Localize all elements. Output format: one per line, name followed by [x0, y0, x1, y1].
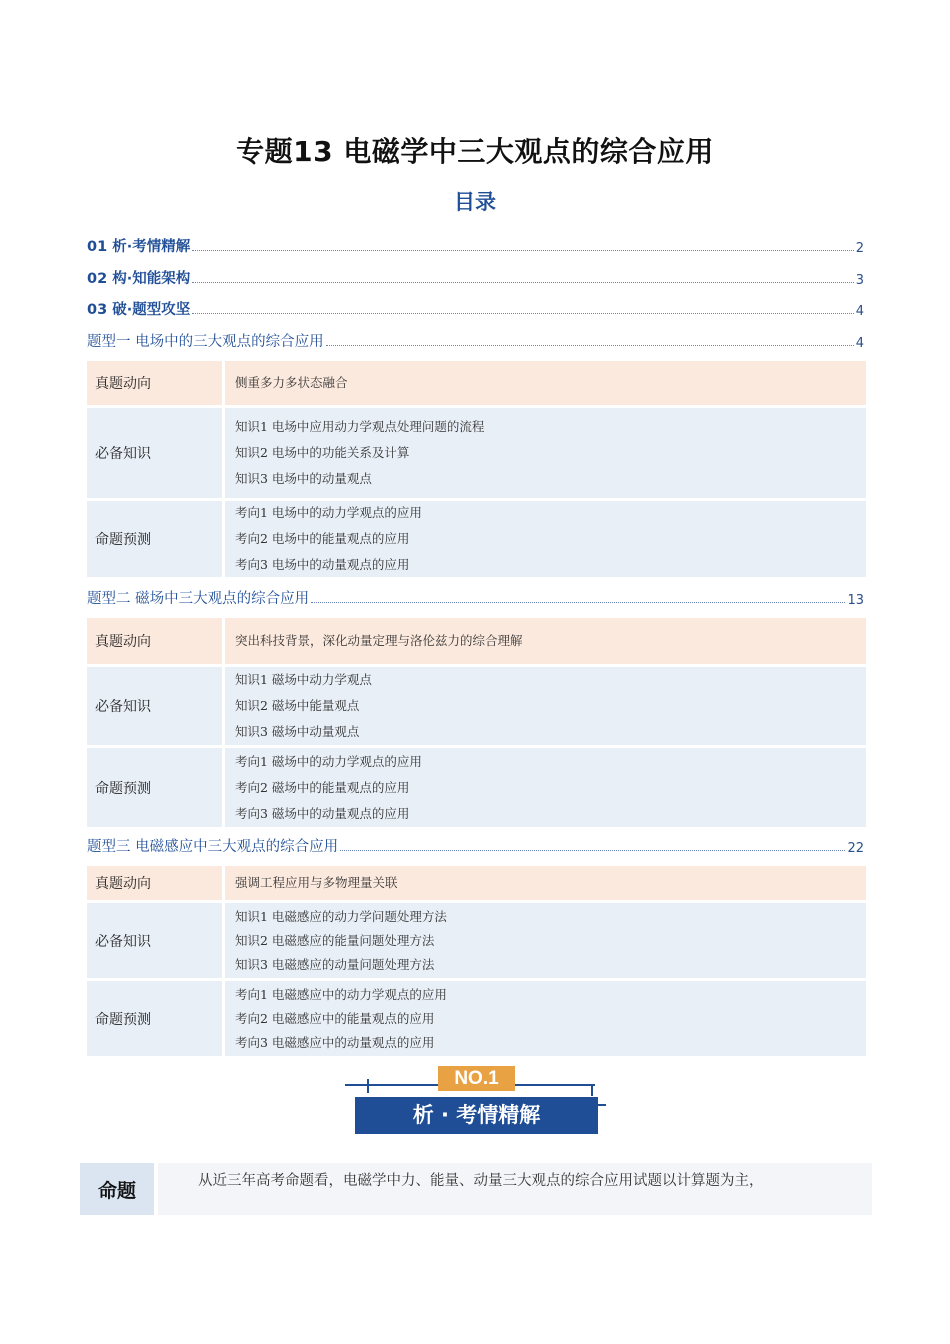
row-item: 考向1 磁场中的动力学观点的应用	[235, 753, 422, 769]
row-item: 知识1 电场中应用动力学观点处理问题的流程	[235, 419, 485, 434]
row-content	[225, 667, 866, 745]
row-item: 考向1 电场中的动力学观点的应用	[235, 505, 422, 520]
toc-entry[interactable]	[87, 297, 864, 319]
toc-type-label: 题型三 电磁感应中三大观点的综合应用	[87, 839, 339, 855]
banner-decor-line	[598, 1104, 606, 1106]
row-item: 考向3 磁场中的动量观点的应用	[235, 805, 410, 821]
toc-page-number: 4	[855, 304, 864, 319]
row-item: 知识3 磁场中动量观点	[235, 724, 360, 739]
row-item: 考向3 电场中的动量观点的应用	[235, 557, 410, 572]
row-header: 必备知识	[87, 667, 222, 745]
row-content	[225, 748, 866, 827]
toc-type-label: 题型一 电场中的三大观点的综合应用	[87, 334, 324, 350]
row-item: 考向1 电磁感应中的动力学观点的应用	[235, 986, 447, 1002]
row-item: 知识3 电场中的动量观点	[235, 471, 372, 486]
table-row	[87, 981, 866, 1056]
row-item: 知识2 磁场中能量观点	[235, 698, 360, 713]
row-item: 强调工程应用与多物理量关联	[235, 875, 398, 890]
analysis-section	[80, 1163, 872, 1215]
toc-leader-dots	[326, 345, 854, 346]
section-label: 命题	[80, 1163, 154, 1215]
toc-type-entry[interactable]	[87, 329, 864, 351]
toc-leader-dots	[192, 282, 853, 283]
row-content	[225, 408, 866, 498]
row-header: 真题动向	[87, 361, 222, 405]
page-title: 专题13 电磁学中三大观点的综合应用	[236, 135, 714, 168]
banner-number: NO.1	[438, 1066, 515, 1091]
row-content	[225, 903, 866, 978]
toc-leader-dots	[311, 602, 845, 603]
section-text: 从近三年高考命题看，电磁学中力、能量、动量三大观点的综合应用试题以计算题为主，	[158, 1163, 872, 1215]
toc-entry-label: 03 破·题型攻坚	[87, 302, 191, 318]
banner-title: 析 · 考情精解	[355, 1097, 598, 1134]
row-header: 真题动向	[87, 618, 222, 664]
row-content	[225, 361, 866, 405]
toc-entry-label: 02 构·知能架构	[87, 271, 191, 287]
toc-type-label: 题型二 磁场中三大观点的综合应用	[87, 591, 310, 607]
row-content	[225, 618, 866, 664]
row-header: 命题预测	[87, 501, 222, 577]
row-header: 必备知识	[87, 903, 222, 978]
toc-type-entry[interactable]	[87, 834, 864, 856]
row-header: 真题动向	[87, 866, 222, 900]
table-row	[87, 903, 866, 978]
toc-leader-dots	[192, 313, 853, 314]
toc-page-number: 3	[855, 273, 864, 288]
row-item: 考向2 电磁感应中的能量观点的应用	[235, 1010, 435, 1026]
row-item: 考向2 电场中的能量观点的应用	[235, 531, 410, 546]
row-item: 突出科技背景，深化动量定理与洛伦兹力的综合理解	[235, 633, 523, 648]
row-content	[225, 866, 866, 900]
row-content	[225, 501, 866, 577]
banner-decor-line	[345, 1084, 440, 1086]
row-item: 知识1 磁场中动力学观点	[235, 672, 372, 687]
row-item: 知识1 电磁感应的动力学问题处理方法	[235, 908, 447, 924]
table-row	[87, 748, 866, 827]
row-header: 命题预测	[87, 748, 222, 827]
banner-decor-line	[591, 1084, 593, 1096]
toc-page-number: 2	[855, 241, 864, 256]
toc-leader-dots	[192, 250, 853, 251]
toc-entry-label: 01 析·考情精解	[87, 239, 191, 255]
toc-entry[interactable]	[87, 266, 864, 288]
table-row	[87, 667, 866, 745]
toc-page-number: 4	[855, 336, 864, 351]
type1-table	[87, 361, 866, 580]
toc-leader-dots	[340, 850, 845, 851]
toc-heading: 目录	[454, 190, 496, 214]
banner-decor-line	[515, 1084, 595, 1086]
toc-entry[interactable]	[87, 234, 864, 256]
table-row	[87, 866, 866, 900]
row-item: 侧重多力多状态融合	[235, 375, 348, 390]
toc-page-number: 13	[847, 593, 864, 608]
section-banner	[345, 1066, 607, 1136]
table-row	[87, 361, 866, 405]
row-item: 考向3 电磁感应中的动量观点的应用	[235, 1034, 435, 1050]
row-content	[225, 981, 866, 1056]
toc-type-entry[interactable]	[87, 586, 864, 608]
row-header: 必备知识	[87, 408, 222, 498]
row-header: 命题预测	[87, 981, 222, 1056]
type2-table	[87, 618, 866, 830]
row-item: 知识2 电磁感应的能量问题处理方法	[235, 932, 435, 948]
table-row	[87, 618, 866, 664]
row-item: 知识3 电磁感应的动量问题处理方法	[235, 956, 435, 972]
toc-page-number: 22	[847, 841, 864, 856]
row-item: 知识2 电场中的功能关系及计算	[235, 445, 410, 460]
banner-decor-line	[367, 1079, 369, 1093]
table-row	[87, 501, 866, 577]
type3-table	[87, 866, 866, 1059]
row-item: 考向2 磁场中的能量观点的应用	[235, 779, 410, 795]
table-row	[87, 408, 866, 498]
